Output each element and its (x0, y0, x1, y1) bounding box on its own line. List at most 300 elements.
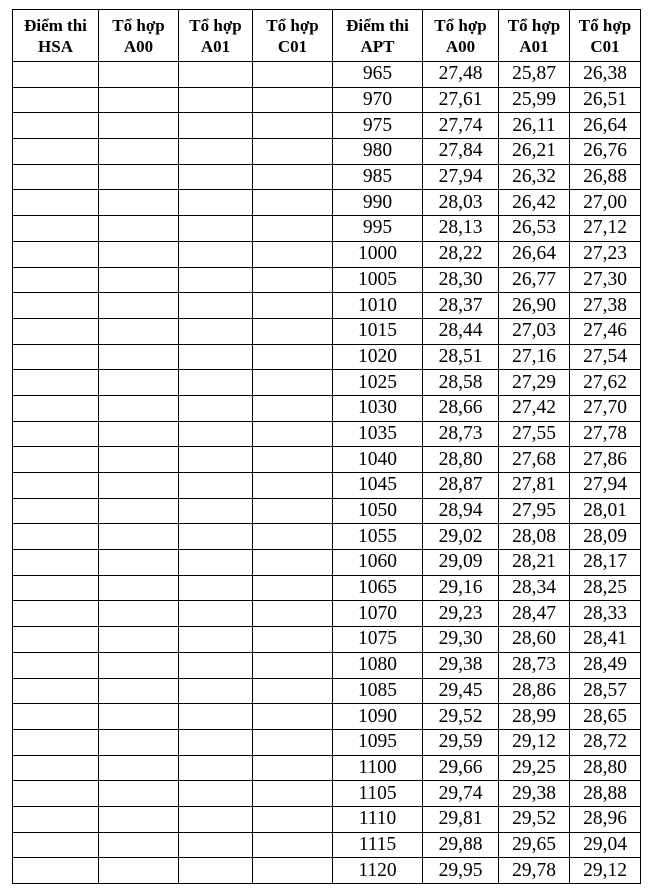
cell-hsa-score (13, 524, 99, 550)
cell-apt-a00: 28,37 (423, 293, 499, 319)
table-row (13, 832, 641, 858)
cell-hsa-score (13, 729, 99, 755)
cell-apt-score: 990 (333, 190, 423, 216)
cell-hsa-c01 (253, 87, 333, 113)
table-row (13, 447, 641, 473)
header-line: Điểm thi (24, 15, 87, 35)
cell-hsa-score (13, 421, 99, 447)
cell-hsa-c01 (253, 729, 333, 755)
cell-hsa-a00 (99, 87, 179, 113)
cell-apt-c01: 27,62 (570, 370, 641, 396)
cell-hsa-a01 (179, 652, 253, 678)
cell-hsa-a00 (99, 524, 179, 550)
cell-apt-c01: 27,78 (570, 421, 641, 447)
cell-apt-c01: 26,88 (570, 164, 641, 190)
cell-apt-a01: 28,60 (499, 627, 570, 653)
header-line: A00 (445, 36, 476, 56)
cell-apt-c01: 27,23 (570, 241, 641, 267)
cell-hsa-a00 (99, 806, 179, 832)
header-apt-c01 (570, 10, 641, 62)
table-row (13, 858, 641, 884)
cell-apt-a01: 29,38 (499, 781, 570, 807)
header-line: A01 (200, 36, 231, 56)
table-row (13, 241, 641, 267)
cell-apt-c01: 26,38 (570, 62, 641, 88)
cell-apt-c01: 27,54 (570, 344, 641, 370)
cell-apt-a00: 28,66 (423, 395, 499, 421)
table-row (13, 267, 641, 293)
cell-apt-c01: 28,96 (570, 806, 641, 832)
cell-apt-a01: 26,77 (499, 267, 570, 293)
cell-apt-score: 970 (333, 87, 423, 113)
cell-hsa-a01 (179, 318, 253, 344)
cell-hsa-a00 (99, 293, 179, 319)
cell-apt-a00: 28,13 (423, 216, 499, 242)
cell-hsa-a01 (179, 293, 253, 319)
cell-hsa-a00 (99, 139, 179, 165)
cell-hsa-score (13, 216, 99, 242)
cell-apt-a00: 27,48 (423, 62, 499, 88)
cell-apt-c01: 26,76 (570, 139, 641, 165)
cell-apt-a00: 28,51 (423, 344, 499, 370)
table-row (13, 781, 641, 807)
cell-hsa-score (13, 858, 99, 884)
cell-apt-a01: 26,64 (499, 241, 570, 267)
cell-apt-a01: 26,32 (499, 164, 570, 190)
table-row (13, 216, 641, 242)
cell-apt-a01: 27,68 (499, 447, 570, 473)
cell-apt-a01: 28,21 (499, 550, 570, 576)
cell-apt-score: 1040 (333, 447, 423, 473)
header-line: Tổ hợp (434, 15, 487, 35)
table-row (13, 344, 641, 370)
cell-apt-a01: 28,47 (499, 601, 570, 627)
cell-apt-a01: 28,08 (499, 524, 570, 550)
cell-hsa-c01 (253, 216, 333, 242)
cell-apt-c01: 28,80 (570, 755, 641, 781)
table-row (13, 550, 641, 576)
cell-apt-c01: 28,57 (570, 678, 641, 704)
cell-apt-score: 1065 (333, 575, 423, 601)
cell-apt-c01: 28,01 (570, 498, 641, 524)
cell-apt-c01: 27,70 (570, 395, 641, 421)
table-row (13, 87, 641, 113)
cell-hsa-c01 (253, 832, 333, 858)
cell-apt-c01: 27,46 (570, 318, 641, 344)
cell-hsa-a00 (99, 421, 179, 447)
cell-apt-c01: 28,25 (570, 575, 641, 601)
header-apt-score (333, 10, 423, 62)
cell-apt-c01: 28,09 (570, 524, 641, 550)
cell-apt-a00: 29,74 (423, 781, 499, 807)
cell-apt-a00: 28,44 (423, 318, 499, 344)
table-row (13, 729, 641, 755)
cell-apt-a01: 29,78 (499, 858, 570, 884)
cell-hsa-score (13, 781, 99, 807)
cell-apt-a00: 29,59 (423, 729, 499, 755)
cell-hsa-a01 (179, 87, 253, 113)
table-row (13, 113, 641, 139)
header-hsa-score (13, 10, 99, 62)
cell-hsa-c01 (253, 704, 333, 730)
cell-hsa-a00 (99, 832, 179, 858)
header-line: Tổ hợp (189, 15, 242, 35)
cell-apt-c01: 26,51 (570, 87, 641, 113)
table-row (13, 678, 641, 704)
cell-hsa-a01 (179, 139, 253, 165)
cell-hsa-a00 (99, 113, 179, 139)
cell-apt-score: 1050 (333, 498, 423, 524)
cell-hsa-score (13, 139, 99, 165)
cell-hsa-c01 (253, 858, 333, 884)
header-line: C01 (277, 36, 308, 56)
cell-apt-score: 1060 (333, 550, 423, 576)
cell-hsa-score (13, 62, 99, 88)
cell-apt-a00: 27,74 (423, 113, 499, 139)
cell-hsa-c01 (253, 139, 333, 165)
cell-hsa-a01 (179, 164, 253, 190)
cell-hsa-a01 (179, 601, 253, 627)
cell-hsa-a00 (99, 473, 179, 499)
cell-apt-score: 1070 (333, 601, 423, 627)
cell-hsa-score (13, 678, 99, 704)
cell-hsa-a01 (179, 447, 253, 473)
cell-hsa-c01 (253, 293, 333, 319)
cell-hsa-a01 (179, 421, 253, 447)
table-row (13, 164, 641, 190)
cell-hsa-c01 (253, 190, 333, 216)
cell-hsa-a01 (179, 190, 253, 216)
header-hsa-c01 (253, 10, 333, 62)
table-row (13, 293, 641, 319)
cell-apt-score: 1110 (333, 806, 423, 832)
cell-apt-score: 1045 (333, 473, 423, 499)
cell-hsa-c01 (253, 755, 333, 781)
cell-hsa-score (13, 550, 99, 576)
cell-hsa-c01 (253, 550, 333, 576)
cell-apt-a00: 27,94 (423, 164, 499, 190)
cell-apt-a00: 28,94 (423, 498, 499, 524)
cell-hsa-a01 (179, 678, 253, 704)
table-row (13, 473, 641, 499)
header-line: HSA (38, 36, 73, 56)
cell-hsa-a00 (99, 652, 179, 678)
cell-hsa-score (13, 473, 99, 499)
cell-hsa-c01 (253, 524, 333, 550)
cell-apt-a00: 27,61 (423, 87, 499, 113)
cell-hsa-c01 (253, 575, 333, 601)
cell-hsa-a01 (179, 755, 253, 781)
cell-apt-score: 1025 (333, 370, 423, 396)
cell-apt-c01: 27,00 (570, 190, 641, 216)
cell-apt-score: 1030 (333, 395, 423, 421)
cell-apt-a00: 29,38 (423, 652, 499, 678)
cell-hsa-c01 (253, 267, 333, 293)
cell-apt-a00: 28,87 (423, 473, 499, 499)
cell-hsa-a01 (179, 627, 253, 653)
cell-apt-a01: 26,11 (499, 113, 570, 139)
cell-hsa-a01 (179, 344, 253, 370)
cell-hsa-score (13, 806, 99, 832)
cell-apt-a01: 26,21 (499, 139, 570, 165)
cell-hsa-a00 (99, 344, 179, 370)
cell-hsa-a00 (99, 62, 179, 88)
cell-hsa-c01 (253, 62, 333, 88)
table-row (13, 652, 641, 678)
cell-hsa-score (13, 293, 99, 319)
header-line: A01 (519, 36, 549, 56)
cell-apt-score: 1005 (333, 267, 423, 293)
cell-hsa-score (13, 575, 99, 601)
cell-apt-a00: 28,22 (423, 241, 499, 267)
cell-hsa-a00 (99, 241, 179, 267)
cell-apt-c01: 26,64 (570, 113, 641, 139)
cell-hsa-a01 (179, 395, 253, 421)
cell-apt-a01: 25,87 (499, 62, 570, 88)
cell-apt-a00: 29,16 (423, 575, 499, 601)
cell-apt-score: 1000 (333, 241, 423, 267)
table-row (13, 806, 641, 832)
cell-hsa-score (13, 601, 99, 627)
cell-apt-a01: 27,81 (499, 473, 570, 499)
cell-apt-score: 1075 (333, 627, 423, 653)
cell-hsa-a01 (179, 267, 253, 293)
header-line: Điểm thi (346, 15, 409, 35)
cell-hsa-a00 (99, 267, 179, 293)
cell-hsa-a00 (99, 678, 179, 704)
cell-hsa-c01 (253, 806, 333, 832)
table-row (13, 370, 641, 396)
cell-hsa-a01 (179, 704, 253, 730)
table-header (13, 10, 641, 62)
cell-hsa-c01 (253, 781, 333, 807)
table-row (13, 190, 641, 216)
cell-apt-score: 1090 (333, 704, 423, 730)
cell-hsa-c01 (253, 447, 333, 473)
cell-apt-a01: 27,55 (499, 421, 570, 447)
table-row (13, 62, 641, 88)
cell-hsa-a00 (99, 190, 179, 216)
cell-hsa-a01 (179, 370, 253, 396)
cell-hsa-a01 (179, 498, 253, 524)
cell-apt-a00: 29,52 (423, 704, 499, 730)
cell-hsa-score (13, 704, 99, 730)
header-line: C01 (590, 36, 620, 56)
cell-apt-score: 1105 (333, 781, 423, 807)
cell-hsa-score (13, 241, 99, 267)
cell-apt-a01: 27,95 (499, 498, 570, 524)
cell-apt-a01: 29,12 (499, 729, 570, 755)
header-hsa-a00 (99, 10, 179, 62)
cell-hsa-score (13, 447, 99, 473)
table-row (13, 395, 641, 421)
cell-apt-a00: 28,58 (423, 370, 499, 396)
cell-hsa-a00 (99, 318, 179, 344)
table-row (13, 421, 641, 447)
cell-apt-a00: 29,95 (423, 858, 499, 884)
cell-apt-score: 1035 (333, 421, 423, 447)
table-row (13, 601, 641, 627)
cell-hsa-a00 (99, 447, 179, 473)
cell-apt-a01: 28,34 (499, 575, 570, 601)
cell-apt-c01: 28,49 (570, 652, 641, 678)
cell-hsa-score (13, 395, 99, 421)
table-row (13, 139, 641, 165)
header-line: A00 (123, 36, 154, 56)
cell-hsa-a01 (179, 524, 253, 550)
header-apt-a01 (499, 10, 570, 62)
cell-hsa-a01 (179, 473, 253, 499)
cell-apt-score: 1100 (333, 755, 423, 781)
cell-hsa-a01 (179, 113, 253, 139)
header-apt-a00 (423, 10, 499, 62)
cell-hsa-a00 (99, 370, 179, 396)
cell-hsa-score (13, 832, 99, 858)
header-line: Tổ hợp (112, 15, 165, 35)
header-line: Tổ hợp (266, 15, 319, 35)
cell-apt-score: 975 (333, 113, 423, 139)
cell-apt-score: 995 (333, 216, 423, 242)
cell-apt-c01: 28,33 (570, 601, 641, 627)
cell-hsa-a01 (179, 216, 253, 242)
table-body (13, 62, 641, 884)
cell-hsa-a00 (99, 498, 179, 524)
cell-apt-a01: 26,90 (499, 293, 570, 319)
cell-apt-a00: 28,30 (423, 267, 499, 293)
cell-apt-score: 1080 (333, 652, 423, 678)
cell-apt-a01: 27,29 (499, 370, 570, 396)
cell-apt-c01: 28,17 (570, 550, 641, 576)
cell-hsa-a00 (99, 755, 179, 781)
cell-hsa-score (13, 755, 99, 781)
cell-hsa-a00 (99, 858, 179, 884)
cell-apt-a00: 29,23 (423, 601, 499, 627)
cell-apt-a00: 29,30 (423, 627, 499, 653)
cell-apt-c01: 27,30 (570, 267, 641, 293)
cell-hsa-a00 (99, 575, 179, 601)
cell-apt-score: 1095 (333, 729, 423, 755)
cell-apt-score: 980 (333, 139, 423, 165)
table-row (13, 704, 641, 730)
cell-hsa-a01 (179, 241, 253, 267)
cell-hsa-c01 (253, 678, 333, 704)
cell-hsa-a01 (179, 781, 253, 807)
table-row (13, 575, 641, 601)
cell-apt-score: 1010 (333, 293, 423, 319)
cell-apt-score: 1115 (333, 832, 423, 858)
cell-hsa-score (13, 652, 99, 678)
cell-hsa-c01 (253, 164, 333, 190)
table-row (13, 498, 641, 524)
cell-apt-c01: 28,72 (570, 729, 641, 755)
cell-hsa-a00 (99, 216, 179, 242)
cell-apt-c01: 27,94 (570, 473, 641, 499)
cell-apt-a01: 27,16 (499, 344, 570, 370)
cell-apt-a01: 26,42 (499, 190, 570, 216)
cell-hsa-c01 (253, 421, 333, 447)
cell-hsa-score (13, 87, 99, 113)
cell-hsa-a01 (179, 729, 253, 755)
cell-hsa-score (13, 113, 99, 139)
cell-apt-c01: 27,86 (570, 447, 641, 473)
cell-apt-score: 1085 (333, 678, 423, 704)
cell-apt-a01: 27,42 (499, 395, 570, 421)
cell-apt-a00: 29,45 (423, 678, 499, 704)
cell-apt-a01: 29,25 (499, 755, 570, 781)
cell-hsa-c01 (253, 370, 333, 396)
cell-apt-a01: 27,03 (499, 318, 570, 344)
header-line: APT (360, 36, 395, 56)
cell-apt-c01: 27,38 (570, 293, 641, 319)
table-row (13, 627, 641, 653)
cell-apt-a00: 28,73 (423, 421, 499, 447)
cell-hsa-c01 (253, 318, 333, 344)
cell-apt-score: 1120 (333, 858, 423, 884)
cell-apt-c01: 29,04 (570, 832, 641, 858)
table-row (13, 755, 641, 781)
cell-hsa-a00 (99, 627, 179, 653)
cell-hsa-c01 (253, 473, 333, 499)
cell-apt-c01: 27,12 (570, 216, 641, 242)
cell-apt-score: 1020 (333, 344, 423, 370)
cell-apt-a00: 29,09 (423, 550, 499, 576)
table-row (13, 318, 641, 344)
cell-hsa-c01 (253, 344, 333, 370)
cell-hsa-c01 (253, 113, 333, 139)
cell-apt-a01: 26,53 (499, 216, 570, 242)
cell-apt-a00: 29,66 (423, 755, 499, 781)
cell-apt-a00: 29,81 (423, 806, 499, 832)
header-line: Tổ hợp (578, 15, 632, 35)
header-hsa-a01 (179, 10, 253, 62)
cell-apt-a00: 27,84 (423, 139, 499, 165)
cell-hsa-a01 (179, 575, 253, 601)
cell-apt-a01: 28,73 (499, 652, 570, 678)
header-row (13, 10, 641, 62)
cell-hsa-a00 (99, 729, 179, 755)
cell-hsa-a00 (99, 164, 179, 190)
cell-apt-a00: 28,03 (423, 190, 499, 216)
cell-hsa-score (13, 190, 99, 216)
cell-apt-c01: 28,65 (570, 704, 641, 730)
table-row (13, 524, 641, 550)
cell-apt-a01: 29,65 (499, 832, 570, 858)
cell-apt-score: 1055 (333, 524, 423, 550)
cell-hsa-a00 (99, 601, 179, 627)
header-line: Tổ hợp (507, 15, 561, 35)
score-conversion-table (12, 9, 641, 884)
cell-hsa-score (13, 370, 99, 396)
cell-apt-score: 1015 (333, 318, 423, 344)
cell-hsa-a01 (179, 832, 253, 858)
cell-apt-a01: 29,52 (499, 806, 570, 832)
cell-apt-c01: 28,41 (570, 627, 641, 653)
cell-hsa-a01 (179, 806, 253, 832)
cell-hsa-c01 (253, 241, 333, 267)
cell-apt-score: 965 (333, 62, 423, 88)
cell-hsa-c01 (253, 395, 333, 421)
cell-hsa-score (13, 267, 99, 293)
cell-apt-c01: 29,12 (570, 858, 641, 884)
cell-apt-a00: 29,88 (423, 832, 499, 858)
cell-apt-score: 985 (333, 164, 423, 190)
cell-hsa-a01 (179, 62, 253, 88)
cell-hsa-a01 (179, 858, 253, 884)
cell-hsa-a01 (179, 550, 253, 576)
cell-apt-a00: 29,02 (423, 524, 499, 550)
cell-hsa-a00 (99, 550, 179, 576)
cell-hsa-c01 (253, 601, 333, 627)
